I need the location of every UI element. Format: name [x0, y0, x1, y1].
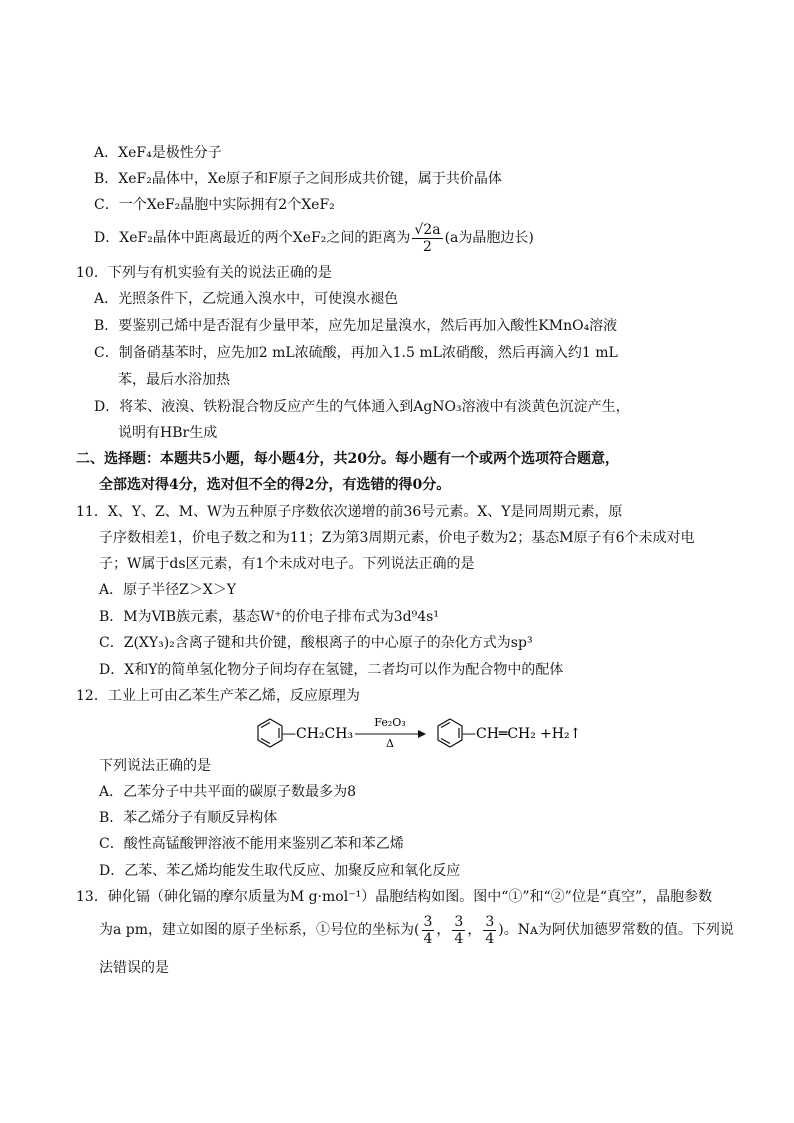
- fraction-numerator: √2a: [414, 221, 441, 238]
- q10-option-b: B．要鉴别己烯中是否混有少量甲苯，应先加足量溴水，然后再加入酸性KMnO₄溶液: [94, 318, 618, 334]
- q12-sub-stem: 下列说法正确的是: [99, 758, 211, 774]
- q11-stem-line2: 子序数相差1，价电子数之和为11；Z为第3周期元素，价电子数为2；基态M原子有6个未成对电: [99, 530, 695, 546]
- q11-stem-line3: 子；W属于ds区元素，有1个未成对电子。下列说法正确的是: [99, 556, 475, 572]
- fraction-numerator: 3: [485, 913, 495, 930]
- q11-option-d: D．X和Y的简单氢化物分子间均存在氢键，二者均可以作为配合物中的配体: [99, 662, 564, 678]
- coordinate-fraction-y: [452, 914, 465, 947]
- q12-option-c: C．酸性高锰酸钾溶液不能用来鉴别乙苯和苯乙烯: [99, 836, 404, 852]
- q13-stem-line1: 13．砷化镉（砷化镉的摩尔质量为M g·mol⁻¹）晶胞结构如图。图中“①”和“②”位是“真空”，晶胞参数: [76, 889, 713, 905]
- q10-option-c-line2: 苯，最后水浴加热: [118, 372, 230, 388]
- q11-option-c: C．Z(XY₃)₂含离子键和共价键，酸根离子的中心原子的杂化方式为sp³: [99, 635, 533, 651]
- distance-fraction: [412, 222, 442, 255]
- fraction-numerator: 3: [454, 913, 464, 930]
- q10-option-d-line1: D．将苯、液溴、铁粉混合物反应产生的气体通入到AgNO₃溶液中有淡黄色沉淀产生，: [94, 399, 630, 415]
- fraction-denominator: 2: [423, 238, 432, 255]
- q10-option-d-line2: 说明有HBr生成: [118, 425, 218, 441]
- q12-option-b: B．苯乙烯分子有顺反异构体: [99, 810, 278, 826]
- q13-line2-rest: )。Nᴀ为阿伏加德罗常数的值。下列说: [498, 922, 734, 938]
- q13-stem-line2: [99, 911, 734, 949]
- comma: ，: [467, 922, 482, 938]
- section2-instructions-line1: 二、选择题：本题共5小题，每小题4分，共20分。每小题有一个或两个选项符合题意，: [76, 451, 619, 467]
- q9-option-d-text: D．XeF₂晶体中距离最近的两个XeF₂之间的距离为: [94, 230, 411, 246]
- reactant-substituent: —CH₂CH₃: [282, 726, 354, 742]
- q9-option-c: C．一个XeF₂晶胞中实际拥有2个XeF₂: [94, 197, 335, 213]
- q11-stem-line1: 11．X、Y、Z、M、W为五种原子序数依次递增的前36号元素。X、Y是同周期元素，原: [76, 504, 623, 520]
- q13-stem-line3: 法错误的是: [99, 960, 169, 976]
- q10-option-c-line1: C．制备硝基苯时，应先加2 mL浓硫酸，再加入1.5 mL浓硝酸，然后再滴入约1 mL: [94, 345, 618, 361]
- q12-stem: 12．工业上可由乙苯生产苯乙烯，反应原理为: [76, 688, 360, 704]
- q12-option-a: A．乙苯分子中共平面的碳原子数最多为8: [99, 784, 357, 800]
- comma: ，: [436, 922, 451, 938]
- benzene-ring-product: [438, 719, 462, 747]
- reaction-equation: [250, 710, 610, 756]
- q12-option-d: D．乙苯、苯乙烯均能发生取代反应、加聚反应和氧化反应: [99, 863, 461, 879]
- product-substituent: —CH═CH₂: [462, 726, 536, 742]
- catalyst-label: Fe₂O₃: [374, 716, 406, 729]
- heat-condition: Δ: [386, 737, 394, 750]
- q9-option-b: B．XeF₂晶体中，Xe原子和F原子之间形成共价键，属于共价晶体: [94, 171, 502, 187]
- q9-option-a: A．XeF₄是极性分子: [94, 145, 222, 161]
- section2-instructions-line2: 全部选对得4分，选对但不全的得2分，有选错的得0分。: [99, 477, 451, 493]
- fraction-numerator: 3: [423, 913, 433, 930]
- q11-option-b: B．M为ⅥB族元素，基态W⁺的价电子排布式为3d⁹4s¹: [99, 609, 439, 625]
- fraction-denominator: 4: [423, 930, 433, 947]
- hydrogen-byproduct: +H₂↑: [540, 726, 582, 742]
- benzene-ring-reactant: [258, 719, 282, 747]
- fraction-denominator: 4: [485, 930, 495, 947]
- q10-stem: 10．下列与有机实验有关的说法正确的是: [76, 265, 332, 281]
- coordinate-fraction-z: [483, 914, 496, 947]
- q9-option-d: [94, 220, 534, 256]
- coordinate-fraction-x: [422, 914, 435, 947]
- q11-option-a: A．原子半径Z＞X＞Y: [99, 582, 237, 598]
- q10-option-a: A．光照条件下，乙烷通入溴水中，可使溴水褪色: [94, 291, 399, 307]
- fraction-denominator: 4: [454, 930, 464, 947]
- q13-line2-text: 为a pm，建立如图的原子坐标系，①号位的坐标为(: [99, 922, 420, 938]
- q9-option-d-note: (a为晶胞边长): [444, 230, 534, 246]
